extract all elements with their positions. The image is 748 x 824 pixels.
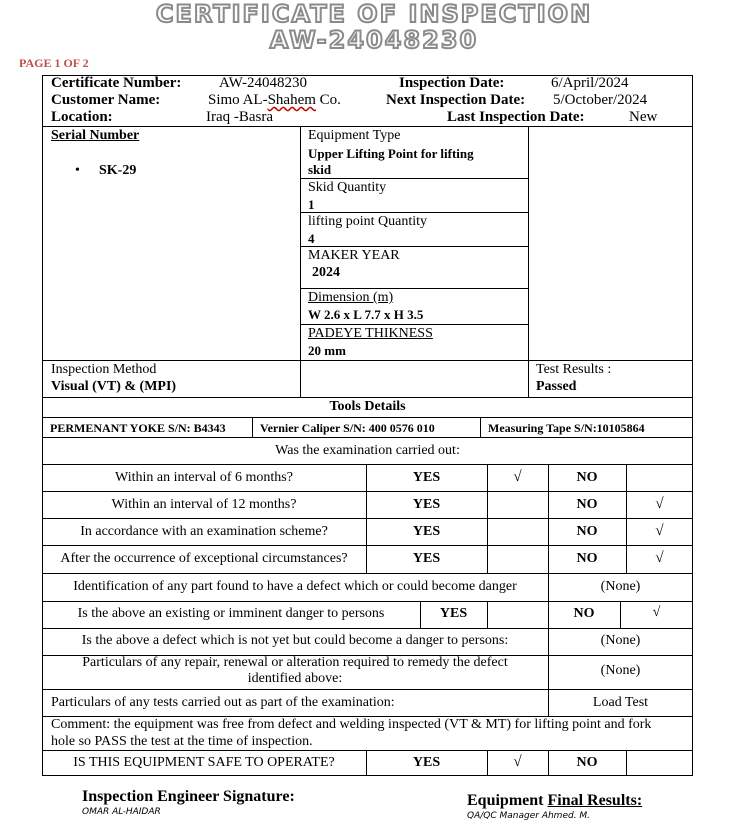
safe-to-operate-question: IS THIS EQUIPMENT SAFE TO OPERATE?: [73, 755, 335, 770]
divider: [300, 324, 528, 325]
divider: [252, 417, 253, 437]
future-defect-question: Is the above a defect which is not yet but could become a danger to persons:: [81, 633, 509, 648]
exam-no-3: NO: [576, 524, 598, 539]
danger-no: NO: [573, 606, 595, 621]
defect-identification-question: Identification of any part found to have a defect which or could become danger: [73, 579, 517, 594]
page-indicator: PAGE 1 OF 2: [19, 56, 89, 70]
exam-no-check-2: √: [655, 496, 664, 512]
exam-no-1: NO: [576, 470, 598, 485]
divider: [42, 417, 693, 418]
qa-qc-manager-name: QA/QC Manager Ahmed. M.: [467, 811, 591, 821]
equipment-type-label: Equipment Type: [308, 128, 401, 143]
exam-yes-4: YES: [412, 551, 441, 566]
skid-quantity-label: Skid Quantity: [308, 180, 387, 195]
certificate-number-value: AW-24048230: [219, 75, 307, 91]
lifting-point-quantity-value: 4: [308, 231, 315, 246]
exam-yes-3: YES: [412, 524, 441, 539]
divider: [42, 628, 693, 629]
certificate-title: CERTIFICATE OF INSPECTION: [155, 0, 593, 28]
exam-yes-1: YES: [412, 470, 441, 485]
comment-line-1: Comment: the equipment was free from defect and welding inspected (VT & MT) for lifting point and fork: [51, 717, 652, 732]
divider: [42, 601, 693, 602]
divider: [487, 601, 488, 628]
divider: [42, 360, 693, 361]
divider: [626, 750, 627, 776]
inspection-date-label: Inspection Date:: [399, 75, 505, 91]
divider: [42, 397, 693, 398]
exam-no-4: NO: [576, 551, 598, 566]
divider: [300, 288, 528, 289]
danger-yes: YES: [439, 606, 468, 621]
exam-question-3: In accordance with an examination scheme?: [80, 524, 328, 539]
exam-no-check-4: √: [655, 550, 664, 566]
exam-yes-2: YES: [412, 497, 441, 512]
exam-yes-check-1: √: [513, 469, 522, 485]
skid-quantity-value: 1: [308, 197, 315, 212]
safe-yes: YES: [412, 755, 441, 770]
last-inspection-date-label: Last Inspection Date:: [447, 109, 585, 125]
divider: [42, 464, 693, 465]
divider: [300, 178, 528, 179]
inspection-date-value: 6/April/2024: [551, 75, 629, 91]
danger-question: Is the above an existing or imminent danger to persons: [77, 606, 385, 621]
future-defect-answer: (None): [600, 633, 641, 648]
divider: [528, 126, 529, 397]
repair-question-line-1: Particulars of any repair, renewal or alteration required to remedy the defect: [82, 655, 508, 670]
inspection-engineer-name: OMAR AL-HAIDAR: [82, 807, 161, 817]
tests-question: Particulars of any tests carried out as part of the examination:: [51, 695, 395, 710]
padeye-thickness-label: PADEYE THIKNESS: [308, 326, 433, 341]
tool-permanent-yoke: PERMENANT YOKE S/N: B4343: [50, 421, 226, 435]
divider: [300, 126, 301, 397]
last-inspection-date-value: New: [629, 109, 658, 125]
tools-details-heading: Tools Details: [329, 399, 406, 414]
test-results-label: Test Results :: [536, 362, 612, 377]
divider: [42, 545, 693, 546]
inspection-engineer-signature-label: Inspection Engineer Signature:: [82, 788, 295, 805]
serial-number-value: SK-29: [99, 163, 137, 178]
location-label: Location:: [51, 109, 113, 125]
inspection-method-label: Inspection Method: [51, 362, 157, 377]
divider: [42, 518, 693, 519]
customer-name-label: Customer Name:: [51, 92, 161, 108]
dimension-value: W 2.6 x L 7.7 x H 3.5: [308, 307, 424, 322]
exam-question-2: Within an interval of 12 months?: [111, 497, 297, 512]
equipment-type-value-2: skid: [308, 162, 332, 177]
serial-number-label: Serial Number: [51, 128, 140, 143]
divider: [42, 573, 693, 574]
tool-vernier-caliper: Vernier Caliper S/N: 400 0576 010: [260, 421, 435, 435]
certificate-number-title: AW-24048230: [269, 26, 479, 54]
defect-identification-answer: (None): [600, 579, 641, 594]
comment-line-2: hole so PASS the test at the time of inspection.: [51, 734, 313, 749]
certificate-number-label: Certificate Number:: [51, 75, 182, 91]
exam-no-2: NO: [576, 497, 598, 512]
divider: [480, 417, 481, 437]
inspection-method-value: Visual (VT) & (MPI): [51, 379, 177, 394]
next-inspection-date-value: 5/October/2024: [553, 92, 648, 108]
tool-measuring-tape: Measuring Tape S/N:10105864: [488, 421, 645, 435]
examination-heading: Was the examination carried out:: [275, 443, 460, 458]
repair-answer: (None): [600, 663, 641, 678]
lifting-point-quantity-label: lifting point Quantity: [308, 214, 427, 229]
padeye-thickness-value: 20 mm: [308, 343, 346, 358]
exam-question-1: Within an interval of 6 months?: [115, 470, 293, 485]
maker-year-label: MAKER YEAR: [308, 248, 400, 263]
divider: [42, 437, 693, 438]
danger-no-check: √: [652, 605, 661, 620]
repair-question-line-2: identified above:: [247, 671, 343, 686]
location-value: Iraq -Basra: [206, 109, 274, 125]
exam-no-check-3: √: [655, 523, 664, 539]
divider: [300, 212, 528, 213]
divider: [300, 246, 528, 247]
tests-answer: Load Test: [592, 695, 649, 710]
customer-name-value: Simo AL-Shahem Co.: [208, 92, 341, 108]
exam-question-4: After the occurrence of exceptional circumstances?: [60, 551, 348, 566]
dimension-label: Dimension (m): [308, 290, 394, 305]
equipment-type-value-1: Upper Lifting Point for lifting: [308, 146, 474, 161]
equipment-final-results-label: Equipment Final Results:: [467, 792, 643, 809]
safe-no: NO: [576, 755, 598, 770]
safe-yes-check: √: [513, 754, 522, 770]
divider: [42, 750, 693, 751]
divider: [42, 491, 693, 492]
serial-bullet-icon: •: [75, 163, 80, 178]
next-inspection-date-label: Next Inspection Date:: [386, 92, 526, 108]
test-results-value: Passed: [536, 379, 577, 394]
maker-year-value: 2024: [312, 265, 340, 280]
divider: [42, 689, 693, 690]
